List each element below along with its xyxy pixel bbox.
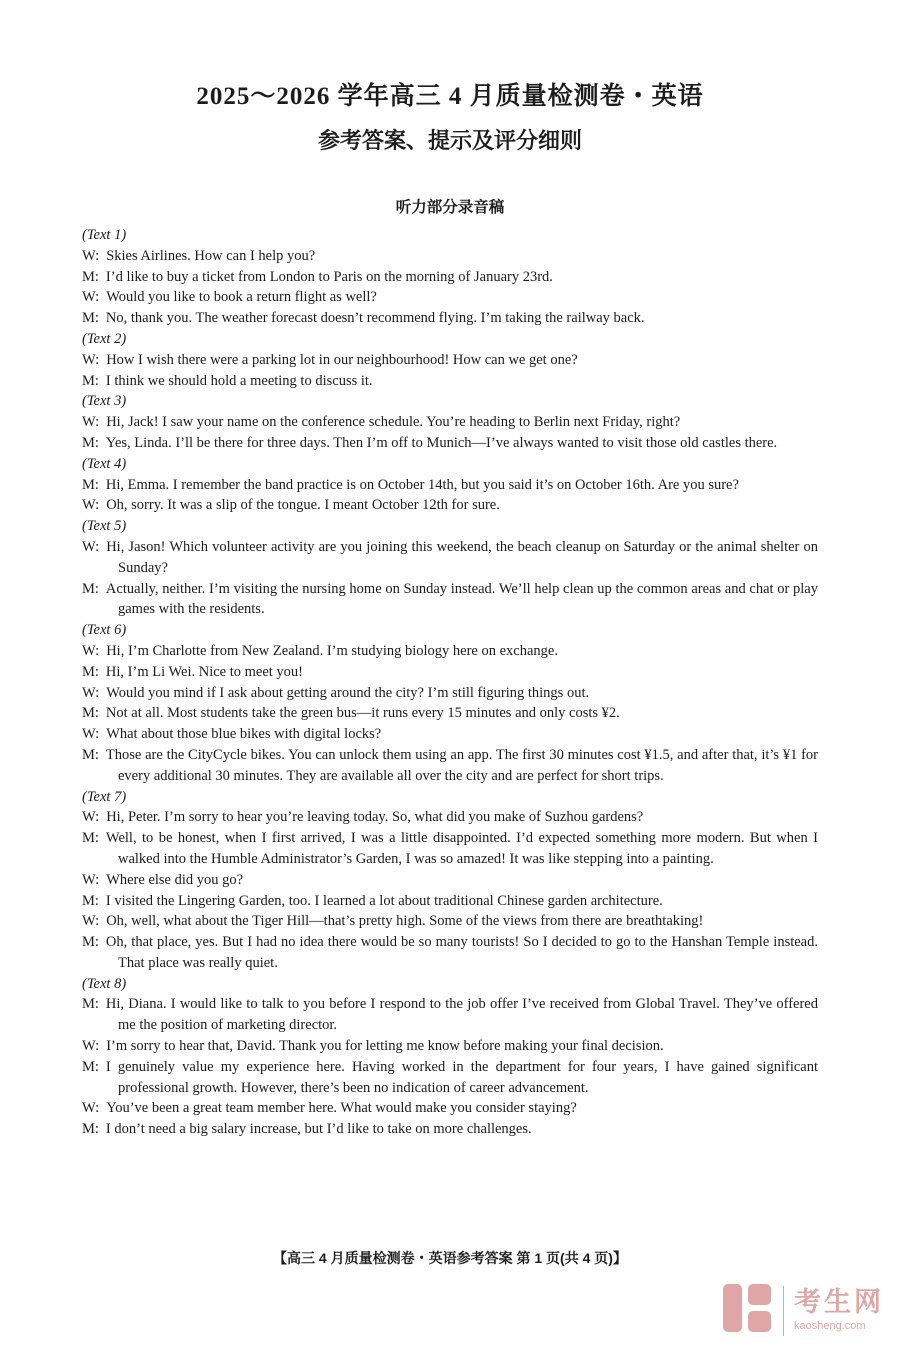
dialogue-text: How I wish there were a parking lot in our neighbourhood! How can we get one? [106, 351, 578, 368]
speaker-label: W: [82, 642, 100, 659]
dialogue-line [82, 1119, 818, 1140]
dialogue-text: I don’t need a big salary increase, but I’d like to take on more challenges. [105, 1121, 532, 1138]
dialogue-text: Hi, I’m Charlotte from New Zealand. I’m studying biology here on exchange. [106, 642, 558, 659]
page-footer: 【高三 4 月质量检测卷・英语参考答案 第 1 页(共 4 页)】 [273, 1250, 627, 1266]
speaker-label: M: [82, 705, 99, 722]
dialogue-text: Oh, well, what about the Tiger Hill—that’s pretty high. Some of the views from there are breathtaking! [106, 913, 704, 930]
dialogue-text: Hi, Emma. I remember the band practice is on October 14th, but you said it’s on October 16th. Are you sure? [105, 476, 739, 493]
dialogue-text: Skies Airlines. How can I help you? [106, 247, 316, 264]
speaker-label: W: [82, 871, 100, 888]
dialogue-text: Would you mind if I ask about getting around the city? I’m still figuring things out. [106, 684, 590, 701]
dialogue-line [82, 911, 818, 932]
text-marker: (Text 1) [82, 227, 127, 243]
dialogue-line [82, 641, 818, 662]
dialogue-text: What about those blue bikes with digital locks? [106, 726, 382, 743]
dialogue-text: Hi, Diana. I would like to talk to you before I respond to the job offer I’ve received from Global Travel. They’ve offered me the position of marketing director. [105, 996, 818, 1034]
speaker-label: M: [82, 476, 99, 493]
speaker-label: M: [82, 663, 99, 680]
dialogue-text: Hi, Jack! I saw your name on the conference schedule. You’re heading to Berlin next Friday, right? [106, 414, 681, 431]
speaker-label: M: [82, 434, 99, 451]
dialogue-text: Where else did you go? [106, 871, 244, 888]
section-heading: 听力部分录音稿 [395, 199, 505, 216]
dialogue-line [82, 246, 818, 267]
speaker-label: W: [82, 414, 100, 431]
speaker-label: W: [82, 913, 100, 930]
text-marker: (Text 4) [82, 455, 127, 472]
dialogue-text: I visited the Lingering Garden, too. I learned a lot about traditional Chinese garden architecture. [105, 892, 663, 909]
speaker-label: M: [82, 746, 99, 763]
speaker-label: W: [82, 809, 100, 826]
watermark-site-name: 考生网 [794, 1287, 884, 1317]
speaker-label: W: [82, 247, 100, 264]
dialogue-line [82, 475, 818, 496]
dialogue-line [82, 891, 818, 912]
dialogue-text: You’ve been a great team member here. What would make you consider staying? [106, 1100, 577, 1117]
dialogue-line [82, 994, 818, 1036]
text-marker: (Text 6) [82, 622, 127, 639]
dialogue-line [82, 932, 818, 974]
dialogue-text: I’m sorry to hear that, David. Thank you for letting me know before making your final decision. [106, 1038, 664, 1055]
dialogue-text: Hi, I’m Li Wei. Nice to meet you! [105, 663, 304, 680]
page-title: 2025～2026 学年高三 4 月质量检测卷・英语 [196, 83, 704, 110]
speaker-label: W: [82, 684, 100, 701]
dialogue-line [82, 683, 818, 704]
document-page [0, 76, 900, 1332]
dialogue-line [82, 350, 818, 371]
kaosheng-logo-icon [721, 1282, 773, 1339]
kaosheng-watermark [721, 1282, 884, 1339]
dialogue-line [82, 807, 818, 828]
speaker-label: M: [82, 830, 99, 847]
dialogue-text: Those are the CityCycle bikes. You can unlock them using an app. The first 30 minutes cost ¥1.5, and after that, it’s ¥1 for every additional 30 minutes. They are available all over the city and are perfect for short trips. [105, 746, 818, 784]
dialogue-line [82, 828, 818, 870]
dialogue-line [82, 579, 818, 621]
dialogue-text: Actually, neither. I’m visiting the nursing home on Sunday instead. We’ll help clean up the common areas and chat or play games with the residents. [105, 580, 818, 618]
dialogue-line [82, 537, 818, 579]
speaker-label: W: [82, 726, 100, 743]
speaker-label: M: [82, 268, 99, 285]
dialogue-line [82, 703, 818, 724]
dialogue-line [82, 308, 818, 329]
dialogue-text: Well, to be honest, when I first arrived, I was a little disappointed. I’d expected something more modern. But when I walked into the Humble Administrator’s Garden, I was so amazed! It was like stepping into a painting. [105, 830, 818, 867]
dialogue-line [82, 1098, 818, 1119]
dialogue-text: Hi, Jason! Which volunteer activity are you joining this weekend, the beach cleanup on Saturday or the animal shelter on Sunday? [106, 538, 818, 576]
dialogue-text: I think we should hold a meeting to discuss it. [105, 372, 373, 389]
dialogue-text: Yes, Linda. I’ll be there for three days. Then I’m off to Munich—I’ve always wanted to visit those old castles there. [105, 434, 778, 451]
speaker-label: W: [82, 289, 100, 306]
dialogue-line [82, 287, 818, 308]
speaker-label: M: [82, 1058, 99, 1075]
dialogue-text: Oh, that place, yes. But I had no idea there would be so many tourists! So I decided to go to the Hanshan Temple instead. That place was really quiet. [105, 934, 818, 971]
speaker-label: W: [82, 1100, 100, 1117]
dialogue-line [82, 1057, 818, 1099]
dialogue-text: Not at all. Most students take the green bus—it runs every 15 minutes and only costs ¥2. [105, 705, 620, 722]
watermark-site-url: kaosheng.com [794, 1320, 866, 1332]
text-marker: (Text 3) [82, 393, 127, 410]
dialogue-line [82, 745, 818, 787]
page-subtitle: 参考答案、提示及评分细则 [317, 128, 582, 153]
dialogue-line [82, 371, 818, 392]
text-marker: (Text 7) [82, 788, 127, 805]
speaker-label: W: [82, 1038, 100, 1055]
text-marker: (Text 8) [82, 975, 127, 992]
text-marker: (Text 5) [82, 518, 127, 535]
dialogue-line [82, 724, 818, 745]
speaker-label: M: [82, 892, 99, 909]
speaker-label: M: [82, 934, 99, 951]
speaker-label: W: [82, 538, 100, 555]
dialogue-line [82, 1036, 818, 1057]
speaker-label: M: [82, 372, 99, 389]
dialogue-text: I’d like to buy a ticket from London to Paris on the morning of January 23rd. [105, 268, 553, 285]
dialogue-line [82, 870, 818, 891]
dialogue-text: Would you like to book a return flight as well? [106, 289, 377, 306]
speaker-label: W: [82, 497, 100, 514]
text-marker: (Text 2) [82, 330, 127, 347]
listening-transcript [0, 225, 900, 1140]
speaker-label: M: [82, 580, 99, 597]
dialogue-text: Hi, Peter. I’m sorry to hear you’re leaving today. So, what did you make of Suzhou gardens? [106, 809, 644, 826]
dialogue-text: No, thank you. The weather forecast doesn’t recommend flying. I’m taking the railway back. [105, 310, 645, 327]
dialogue-line [82, 433, 818, 454]
dialogue-line [82, 495, 818, 516]
dialogue-text: Oh, sorry. It was a slip of the tongue. I meant October 12th for sure. [106, 497, 500, 514]
speaker-label: M: [82, 996, 99, 1013]
watermark-divider [783, 1286, 784, 1336]
speaker-label: M: [82, 310, 99, 327]
dialogue-text: I genuinely value my experience here. Having worked in the department for four years, I have gained significant professional growth. However, there’s been no indication of career advancement. [105, 1058, 818, 1096]
speaker-label: W: [82, 351, 100, 368]
dialogue-line [82, 267, 818, 288]
dialogue-line [82, 412, 818, 433]
dialogue-line [82, 662, 818, 683]
speaker-label: M: [82, 1121, 99, 1138]
